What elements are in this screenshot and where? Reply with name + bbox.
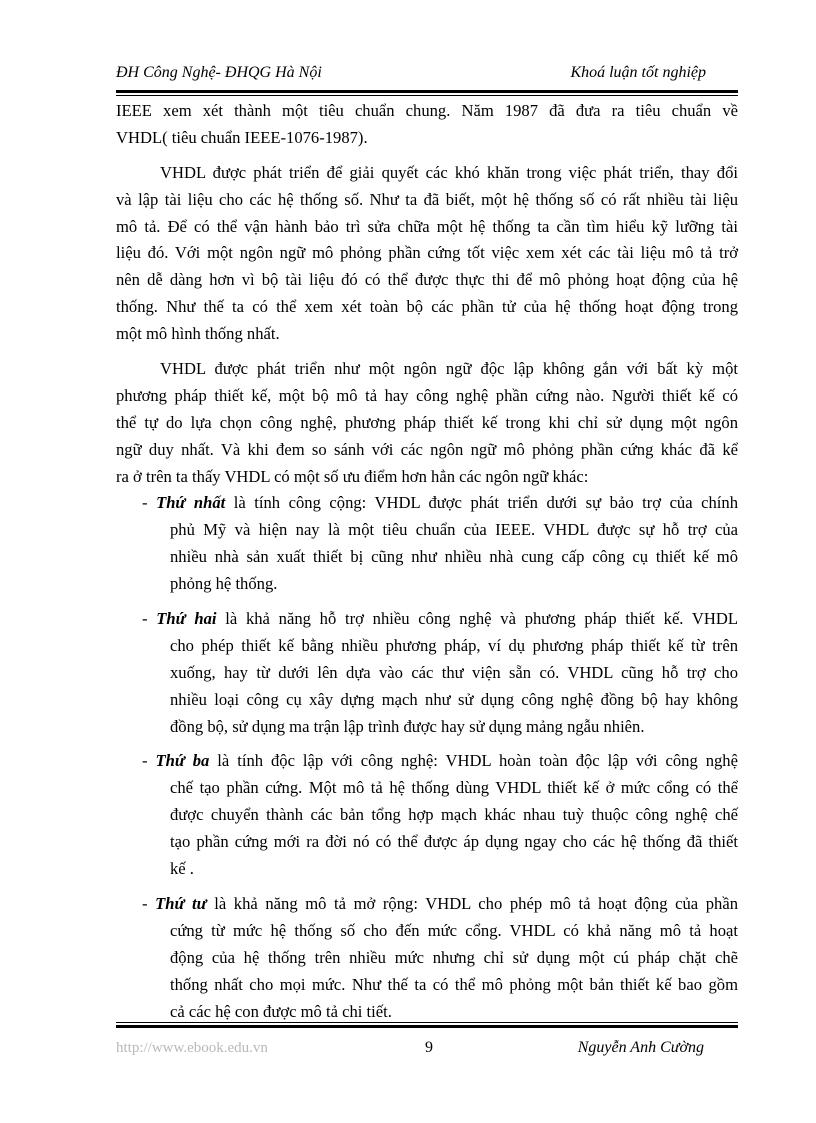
text-line: phủ Mỹ và hiện nay là một tiêu chuẩn của IEEE. VHDL được sự hỗ trợ của bbox=[170, 520, 738, 540]
bullet-item-second bbox=[116, 606, 738, 740]
footer-author: Nguyễn Anh Cường bbox=[577, 1039, 704, 1056]
footer-rule-thin bbox=[116, 1022, 738, 1023]
text-line: được chuyển thành các bản tổng hợp mạch khác nhau tuỳ thuộc công nghệ chế bbox=[170, 805, 738, 825]
page-number: 9 bbox=[425, 1039, 433, 1056]
text-line: kế . bbox=[170, 859, 194, 879]
text-line: phương pháp thiết kế, một bộ mô tả hay công nghệ phần cứng nào. Người thiết kế có bbox=[116, 385, 738, 405]
bullet-dash: - bbox=[142, 751, 156, 771]
paragraph-continuation bbox=[116, 98, 738, 152]
bullet-lead: Thứ nhất bbox=[156, 493, 226, 513]
text-line: động của hệ thống trên nhiều mức nhưng chỉ sử dụng một cú pháp chặt chẽ bbox=[170, 947, 738, 967]
bullet-lead: Thứ tư bbox=[155, 893, 207, 913]
text-line: đồng bộ, sử dụng ma trận lập trình được hay sử dụng mảng ngẫu nhiên. bbox=[170, 716, 645, 736]
text-line: liệu đó. Với một ngôn ngữ mô phỏng phần cứng tốt việc xem xét các tài liệu mô tả trở bbox=[116, 243, 738, 263]
bullet-item-fourth bbox=[116, 891, 738, 1025]
bullet-text: là tính độc lập với công nghệ: VHDL hoàn toàn độc lập với công nghệ bbox=[209, 751, 738, 771]
page-body bbox=[116, 98, 738, 1025]
page-header bbox=[116, 62, 716, 86]
bullet-first-line bbox=[116, 606, 738, 633]
bullet-dash: - bbox=[142, 893, 156, 913]
text-line: chế tạo phần cứng. Một mô tả hệ thống dùng VHDL thiết kế ở mức cổng có thể bbox=[170, 778, 738, 798]
bullet-dash: - bbox=[142, 493, 157, 513]
header-doc-type: Khoá luận tốt nghiệp bbox=[570, 64, 706, 81]
bullet-first-line bbox=[116, 891, 738, 918]
text-line: nên dễ dàng hơn vì bộ tài liệu đó có thể được thực thi để mô phỏng hoạt động của hệ bbox=[116, 270, 738, 290]
text-line: cả các hệ con được mô tả chi tiết. bbox=[170, 1001, 392, 1021]
bullet-first-line bbox=[116, 490, 738, 517]
bullet-lead: Thứ ba bbox=[155, 751, 210, 771]
bullet-text: là tính công cộng: VHDL được phát triển dưới sự bảo trợ của chính bbox=[225, 493, 738, 513]
text-line: cho phép thiết kế bằng nhiều phương pháp, ví dụ phương pháp thiết kế từ trên bbox=[170, 635, 738, 655]
footer-url: http://www.ebook.edu.vn bbox=[116, 1040, 268, 1056]
footer-rule-thick bbox=[116, 1025, 738, 1028]
text-line: IEEE xem xét thành một tiêu chuẩn chung. Năm 1987 đã đưa ra tiêu chuẩn về bbox=[116, 101, 738, 120]
bullet-lead: Thứ hai bbox=[156, 609, 217, 629]
text-line: ra ở trên ta thấy VHDL có một số ưu điểm hơn hẳn các ngôn ngữ khác: bbox=[116, 466, 589, 486]
bullet-first-line bbox=[116, 748, 738, 775]
text-line: nhiều loại công cụ xây dựng mạch như sử dụng công nghệ đồng bộ hay không bbox=[170, 689, 738, 709]
bullet-text: là khả năng hỗ trợ nhiều công nghệ và phương pháp thiết kế. VHDL bbox=[216, 609, 738, 629]
text-line: xuống, hay từ dưới lên dựa vào các thư viện sẵn có. VHDL cũng hỗ trợ cho bbox=[170, 662, 738, 682]
text-line: phỏng hệ thống. bbox=[170, 574, 278, 594]
bullet-item-third bbox=[116, 748, 738, 882]
text-line: nhiều nhà sản xuất thiết bị cũng như nhiều nhà cung cấp công cụ thiết kế mô bbox=[170, 547, 738, 567]
text-line: thể tự do lựa chọn công nghệ, phương pháp thiết kế trong khi chỉ sử dụng một ngôn bbox=[116, 412, 738, 432]
bullet-item-first bbox=[116, 490, 738, 598]
text-line: một mô hình thống nhất. bbox=[116, 324, 280, 344]
header-institution: ĐH Công Nghệ- ĐHQG Hà Nội bbox=[116, 64, 322, 81]
text-line: thống nhất cho mọi mức. Như thế ta có thể mô phỏng một bản thiết kế bao gồm bbox=[170, 974, 738, 994]
text-line: mô tả. Để có thể vận hành bảo trì sửa chữa một hệ thống ta cần tìm hiểu kỹ lưỡng tài bbox=[116, 216, 738, 236]
text-line: thống. Như thế ta có thể xem xét toàn bộ các phần tử của hệ thống hoạt động trong bbox=[116, 297, 738, 317]
bullet-text: là khả năng mô tả mở rộng: VHDL cho phép mô tả hoạt động của phần bbox=[206, 893, 738, 913]
bullet-dash: - bbox=[142, 609, 157, 629]
text-line: ngữ duy nhất. Và khi đem so sánh với các ngôn ngữ mô phỏng phần cứng khác đã kể bbox=[116, 439, 738, 459]
page-footer bbox=[116, 1038, 738, 1062]
text-line: cứng từ mức hệ thống số cho đến mức cổng. VHDL có khả năng mô tả hoạt bbox=[170, 920, 738, 940]
header-rule-thick bbox=[116, 90, 738, 93]
paragraph-vhdl-purpose bbox=[116, 160, 738, 348]
text-line: VHDL được phát triển như một ngôn ngữ độc lập không gắn với bất kỳ một bbox=[160, 359, 738, 379]
header-rule-thin bbox=[116, 95, 738, 96]
paragraph-vhdl-independence bbox=[116, 356, 738, 490]
text-line: VHDL được phát triển để giải quyết các khó khăn trong việc phát triển, thay đổi bbox=[160, 162, 738, 182]
text-line: VHDL( tiêu chuẩn IEEE-1076-1987). bbox=[116, 127, 368, 147]
text-line: và lập tài liệu cho các hệ thống số. Như ta đã biết, một hệ thống số có rất nhiều tài liệu bbox=[116, 189, 738, 209]
text-line: tạo phần cứng mới ra đời nó có thể được áp dụng ngay cho các hệ thống đã thiết bbox=[170, 832, 738, 852]
